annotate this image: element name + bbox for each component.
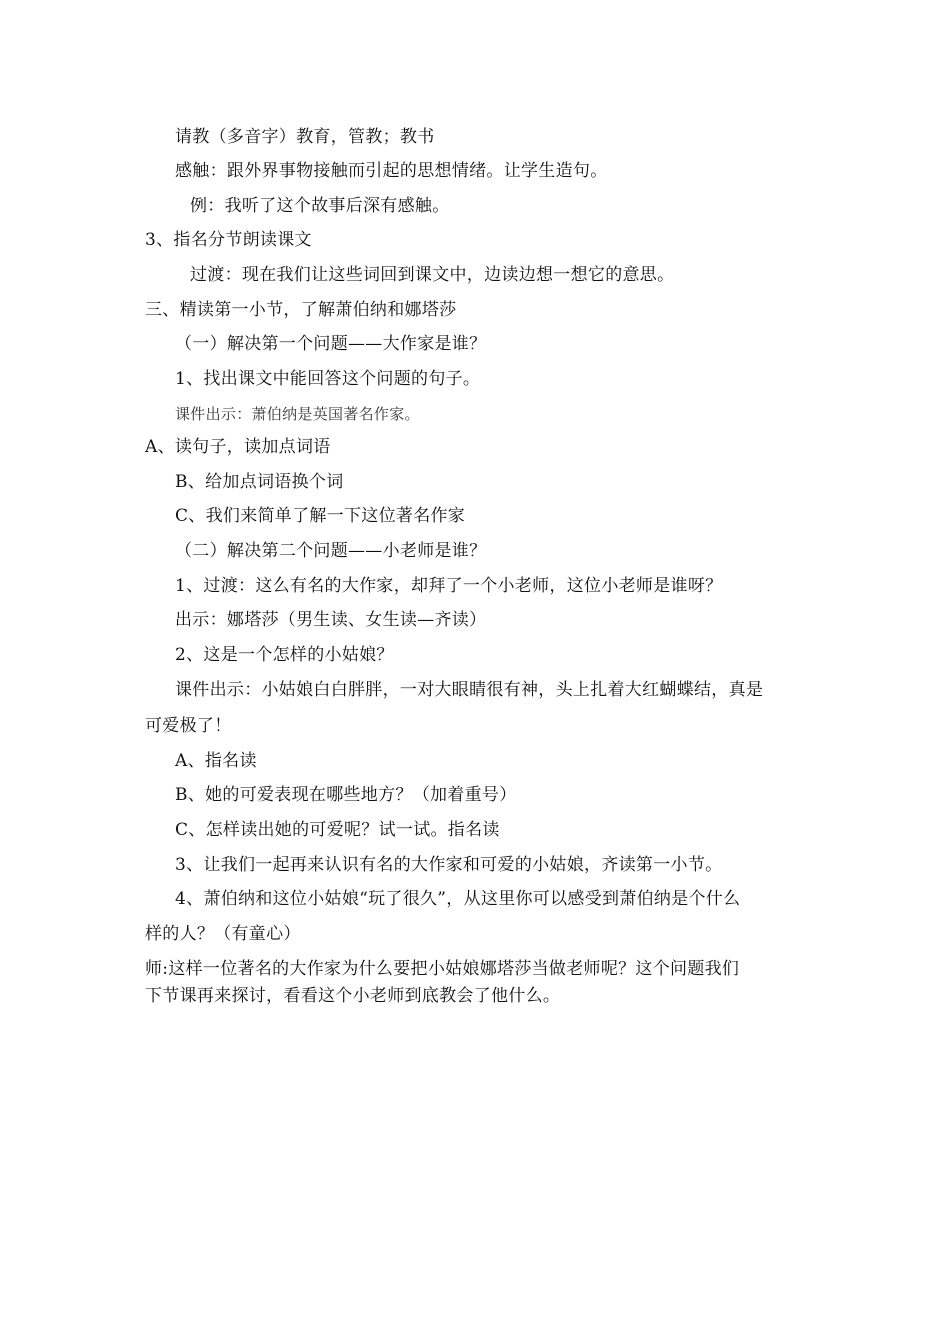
subsection-heading: （一）解决第一个问题——大作家是谁？ [175, 334, 487, 354]
text-line: C、怎样读出她的可爱呢？试一试。指名读 [175, 820, 500, 840]
text-line: 例：我听了这个故事后深有感触。 [190, 196, 450, 216]
subsection-heading: （二）解决第二个问题——小老师是谁？ [175, 541, 487, 561]
text-line: 下节课再来探讨，看看这个小老师到底教会了他什么。 [145, 986, 561, 1006]
text-line: 过渡：现在我们让这些词回到课文中，边读边想一想它的意思。 [190, 265, 675, 285]
text-line: A、读句子，读加点词语 [145, 437, 331, 457]
text-line: 3、让我们一起再来认识有名的大作家和可爱的小姑娘，齐读第一小节。 [175, 855, 723, 875]
text-line: 可爱极了！ [145, 716, 232, 736]
text-line: 样的人？（有童心） [145, 924, 301, 944]
text-line: 1、找出课文中能回答这个问题的句子。 [175, 369, 481, 389]
section-heading: 三、精读第一小节，了解萧伯纳和娜塔莎 [145, 300, 457, 320]
text-line: A、指名读 [175, 751, 257, 771]
text-line: 1、过渡：这么有名的大作家，却拜了一个小老师，这位小老师是谁呀？ [175, 576, 723, 596]
text-line: 课件出示：小姑娘白白胖胖，一对大眼睛很有神，头上扎着大红蝴蝶结，真是 [175, 680, 764, 700]
text-line: 请教（多音字）教育，管教；教书 [175, 127, 435, 147]
text-line: B、给加点词语换个词 [175, 472, 344, 492]
text-line: B、她的可爱表现在哪些地方？（加着重号） [175, 785, 517, 805]
text-line: 感触：跟外界事物接触而引起的思想情绪。让学生造句。 [175, 161, 608, 181]
text-line: 3、指名分节朗读课文 [145, 230, 312, 250]
text-line: 4、萧伯纳和这位小姑娘“玩了很久”，从这里你可以感受到萧伯纳是个什么 [175, 889, 741, 909]
text-line: C、我们来简单了解一下这位著名作家 [175, 506, 466, 526]
text-line: 课件出示：萧伯纳是英国著名作家。 [175, 405, 420, 423]
text-line: 出示：娜塔莎（男生读、女生读—齐读） [175, 610, 487, 630]
text-line: 2、这是一个怎样的小姑娘？ [175, 645, 394, 665]
text-line: 师:这样一位著名的大作家为什么要把小姑娘娜塔莎当做老师呢？这个问题我们 [145, 959, 740, 979]
